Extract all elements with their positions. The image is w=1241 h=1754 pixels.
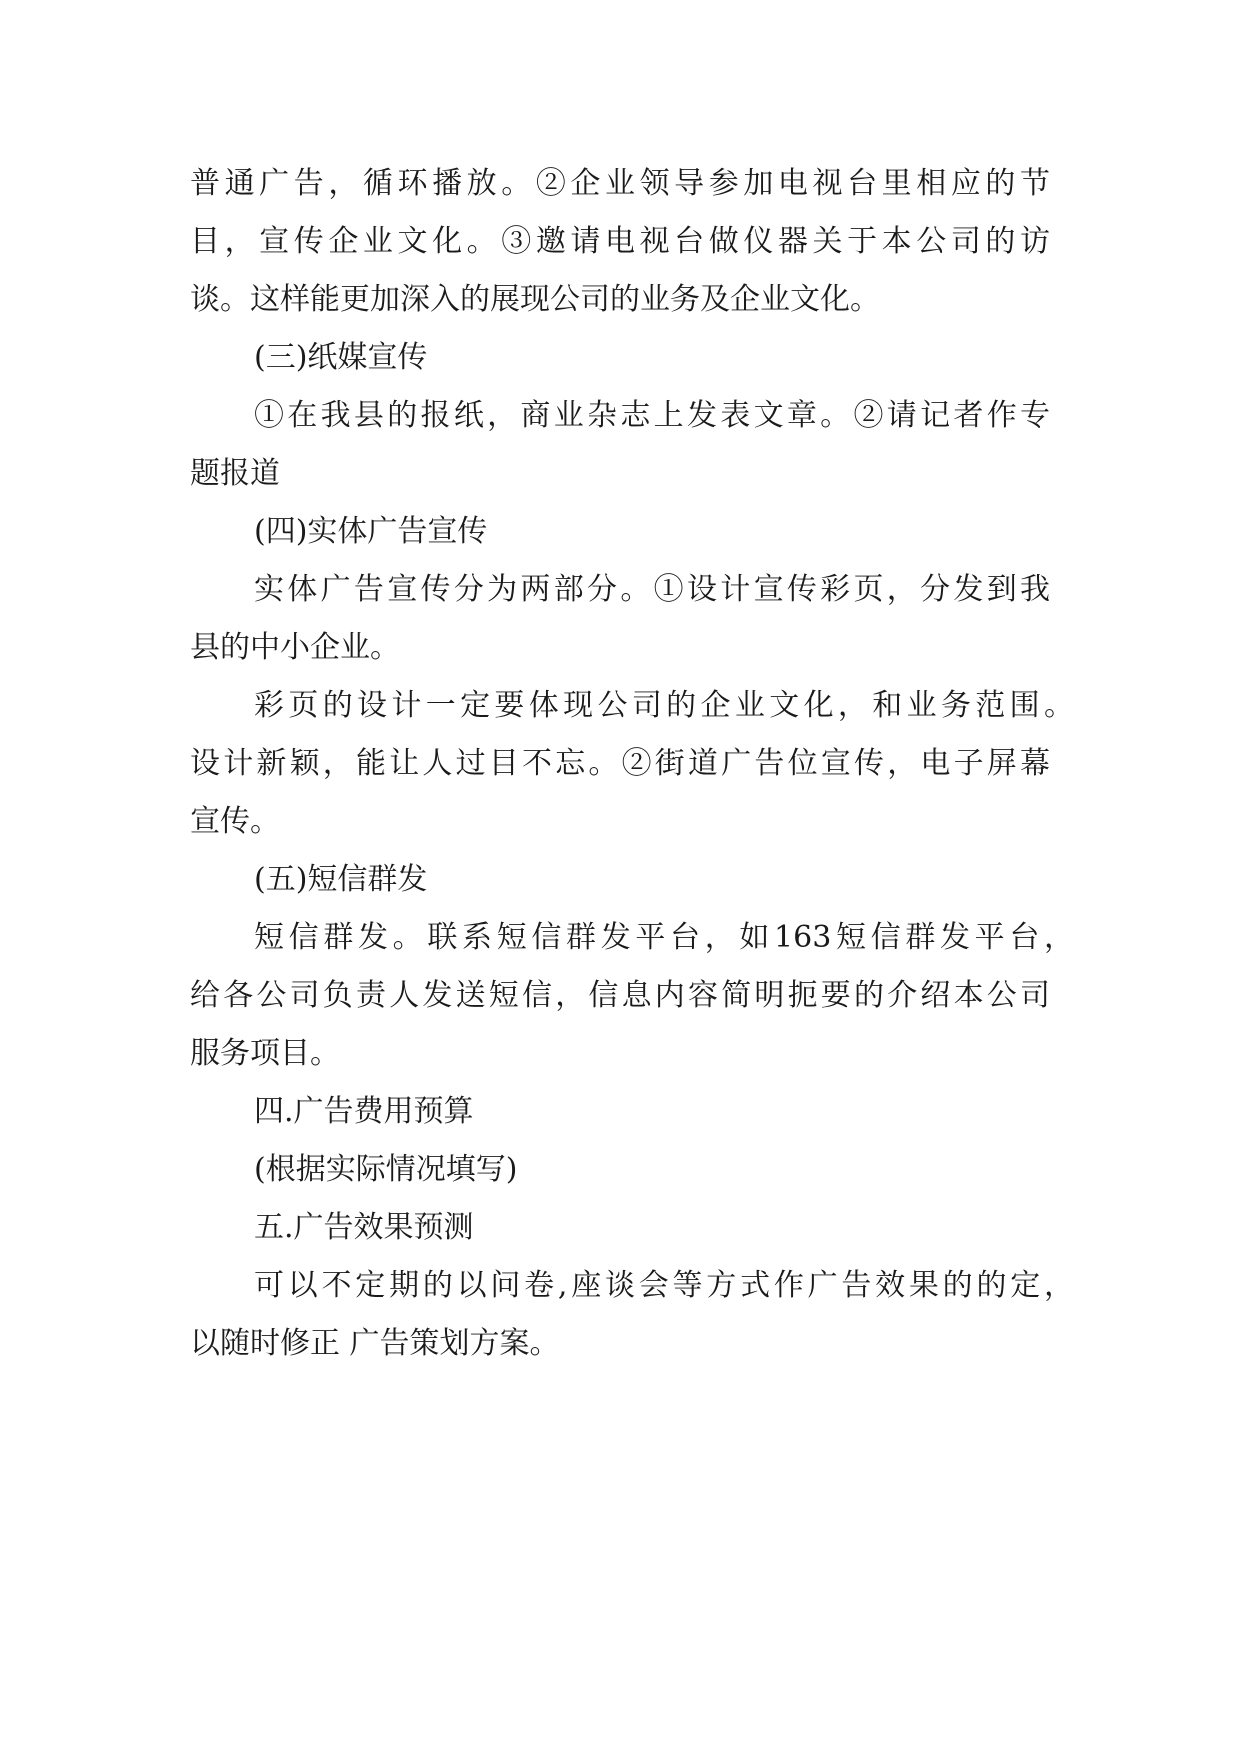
body-text-line: 短信群发。联系短信群发平台，如163短信群发平台，	[254, 920, 1074, 955]
body-text-line: 彩页的设计一定要体现公司的企业文化，和业务范围。	[254, 688, 1074, 723]
body-text-line: 县的中小企业。	[190, 630, 400, 665]
section-heading: 五.广告效果预测	[254, 1210, 474, 1245]
body-text-line: 可以不定期的以问卷,座谈会等方式作广告效果的的定，	[254, 1268, 1074, 1303]
body-text-line: 实体广告宣传分为两部分。①设计宣传彩页，分发到我	[254, 572, 1050, 607]
body-text-line: 给各公司负责人发送短信，信息内容简明扼要的介绍本公司	[190, 978, 1050, 1013]
body-text-line: 谈。这样能更加深入的展现公司的业务及企业文化。	[190, 282, 880, 317]
body-text-line: 普通广告，循环播放。②企业领导参加电视台里相应的节	[190, 166, 1050, 201]
section-heading: (三)纸媒宣传	[254, 340, 428, 375]
body-text-line: 目，宣传企业文化。③邀请电视台做仪器关于本公司的访	[190, 224, 1050, 259]
body-text-line: 设计新颖，能让人过目不忘。②街道广告位宣传，电子屏幕	[190, 746, 1050, 781]
body-text-line: 宣传。	[190, 804, 280, 839]
body-text-line: 服务项目。	[190, 1036, 340, 1071]
section-heading: (五)短信群发	[254, 862, 428, 897]
body-text-line: 题报道	[190, 456, 280, 491]
body-text-line: (根据实际情况填写)	[254, 1152, 518, 1187]
body-text-line: 以随时修正 广告策划方案。	[190, 1326, 560, 1361]
body-text-line: ①在我县的报纸，商业杂志上发表文章。②请记者作专	[254, 398, 1050, 433]
section-heading: (四)实体广告宣传	[254, 514, 488, 549]
section-heading: 四.广告费用预算	[254, 1094, 474, 1129]
